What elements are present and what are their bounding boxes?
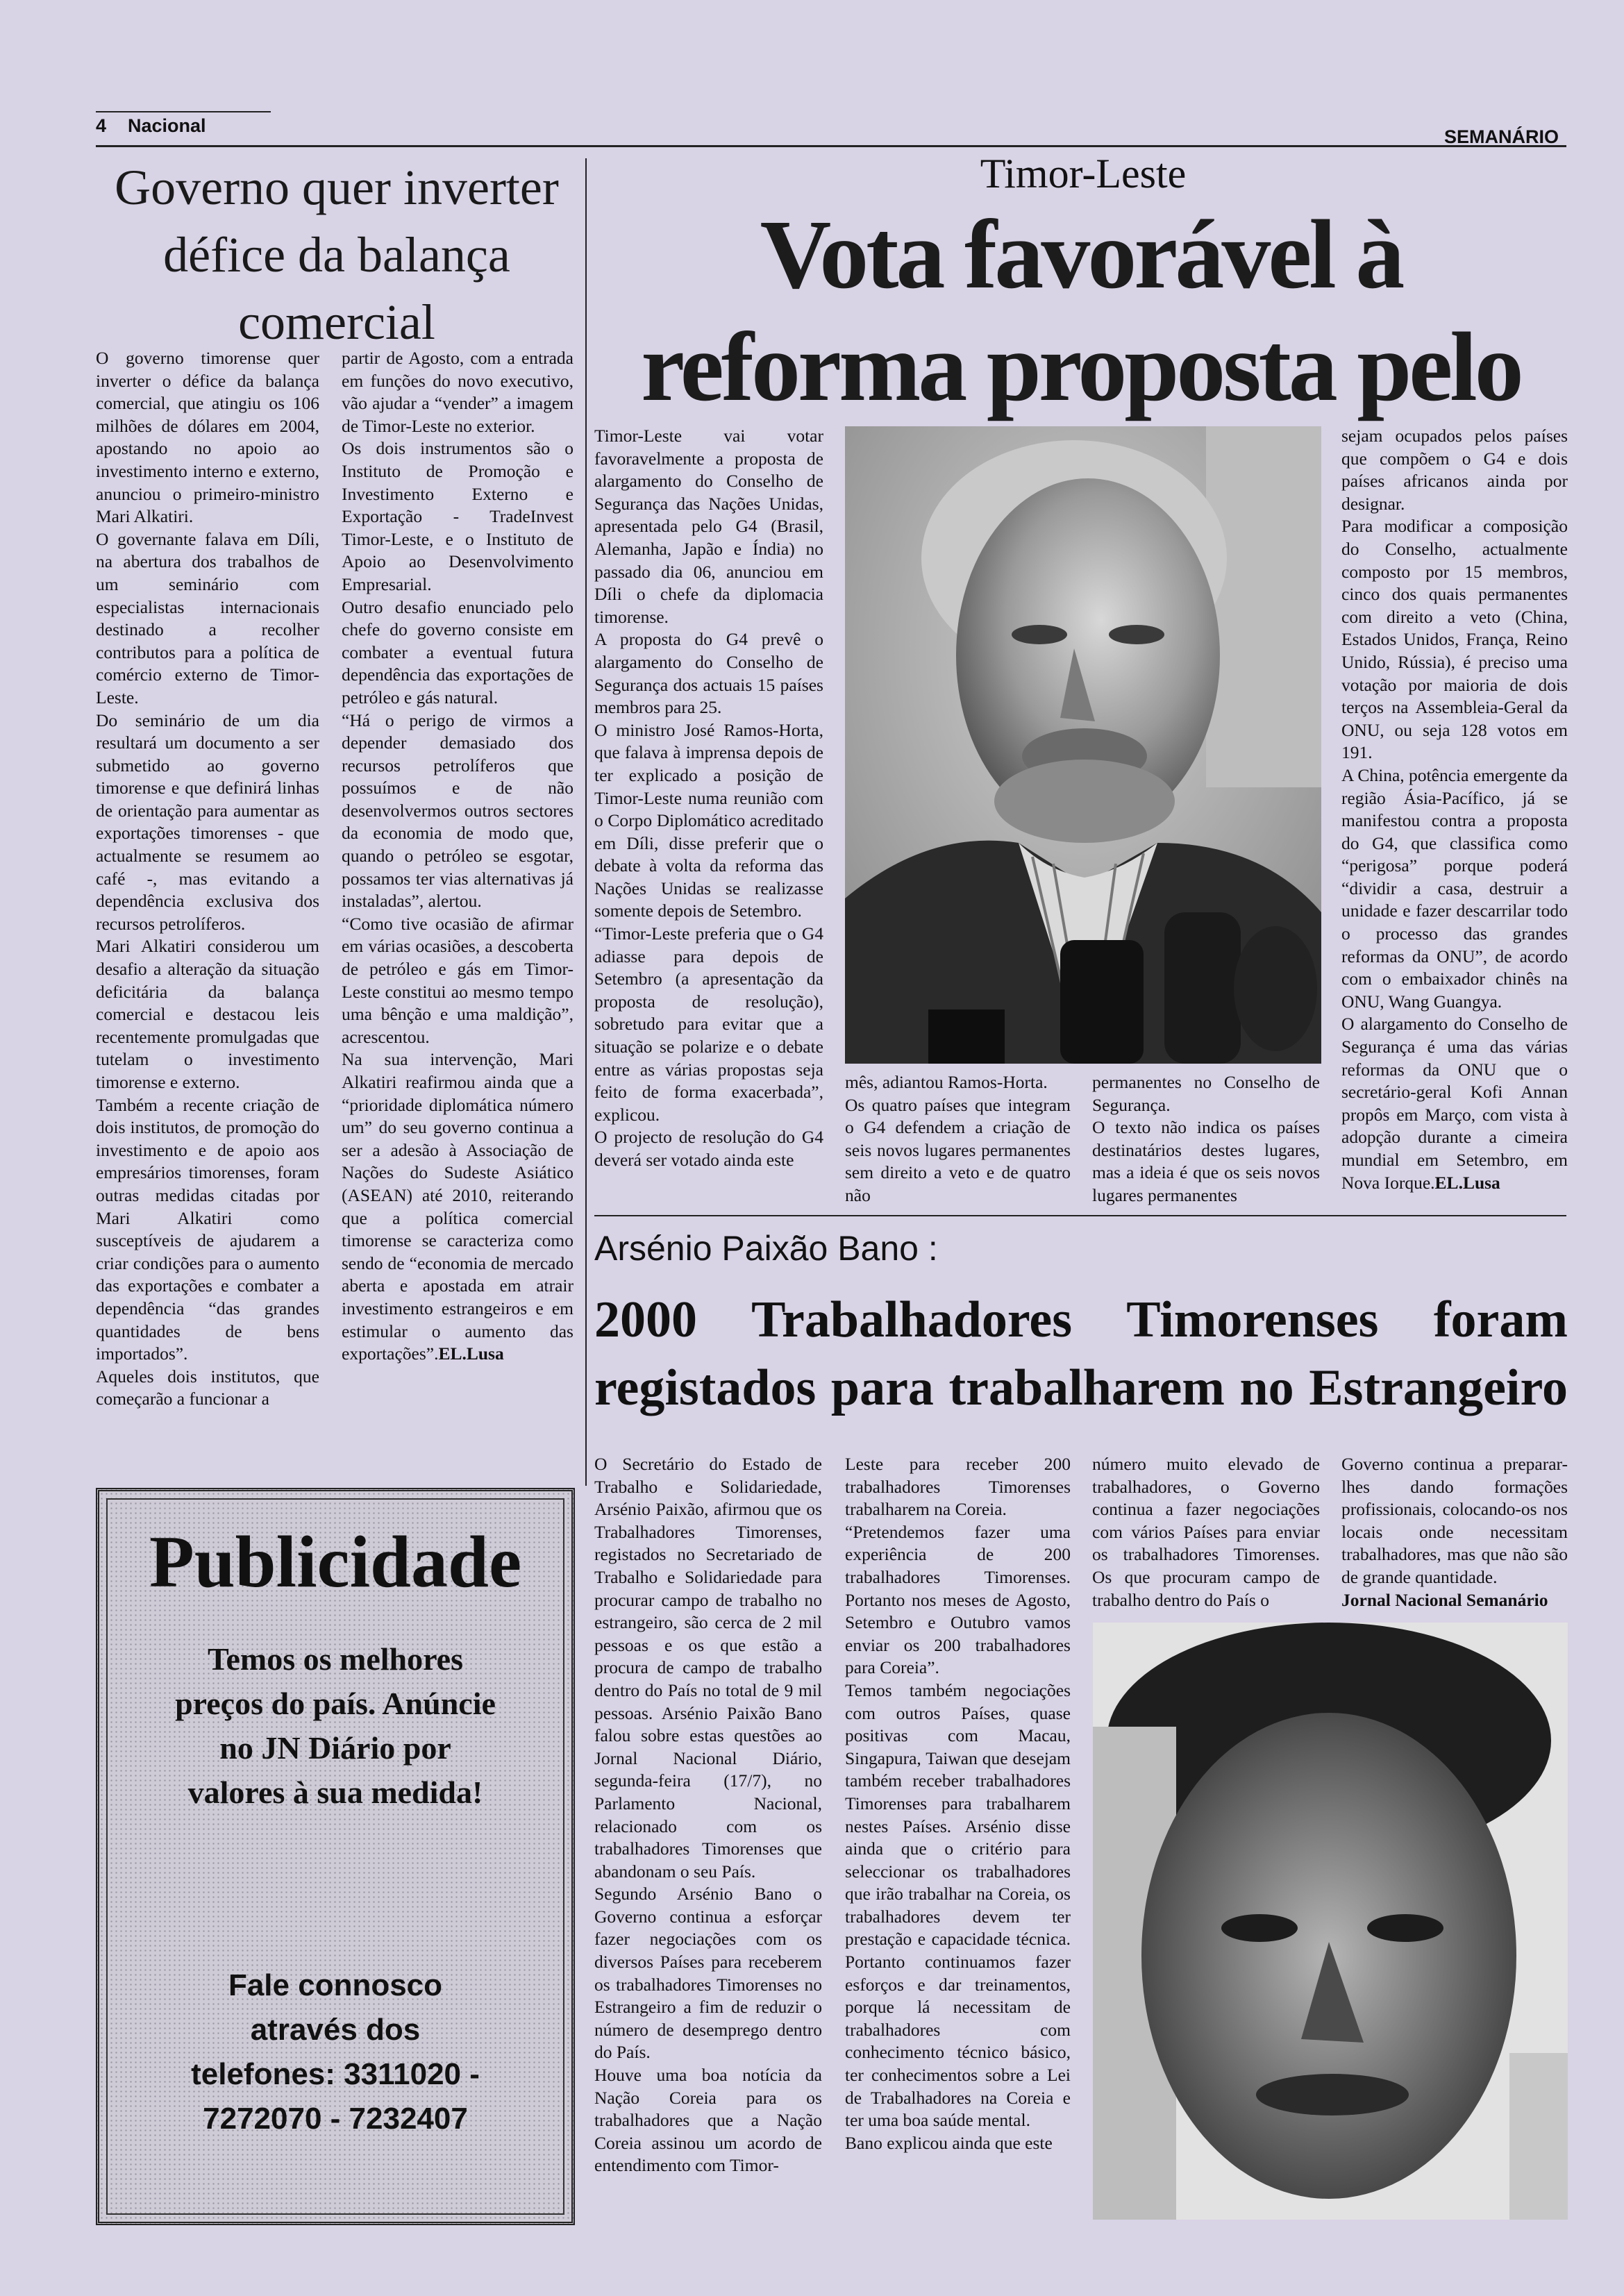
paragraph: Mari Alkatiri considerou um desafio a alteração da situação deficitária da balança comercial e destacou leis recentemente promulgadas que tutelam o investimento timorense e externo. — [96, 936, 319, 1092]
ramos-horta-photo — [845, 426, 1321, 1064]
paragraph: Os quatro países que integram o G4 defendem a criação de seis novos lugares permanentes sem direito a veto e de quatro não — [845, 1094, 1071, 1205]
paragraph: “Pretendemos fazer uma experiência de 200 trabalhadores Timorenses. Portanto nos meses de Agosto, Setembro e Outubro vamos enviar os 200 trabalhadores para Coreia”. — [845, 1521, 1071, 1678]
article3-headline: 2000 Trabalhadores Timorenses foram registados para trabalharem no Estrangeiro — [594, 1291, 1568, 1416]
paragraph — [1341, 1013, 1568, 1194]
paragraph: Timor-Leste vai votar favoravelmente a proposta de alargamento do Conselho de Segurança das Nações Unidas, apresentada pelo G4 (Brasil, Alemanha, Japão e Índia) no passado dia 06, anunciou em Díli o chefe da diplomacia timorense. — [594, 426, 823, 627]
article2-column-3 — [1092, 1071, 1320, 1210]
article-separator — [594, 1215, 1566, 1216]
portrait-image — [1093, 1623, 1568, 2220]
paragraph: Bano explicou ainda que este — [845, 2132, 1053, 2153]
paragraph-text: Na sua intervenção, Mari Alkatiri reafirmou ainda que a “prioridade diplomática número um” do seu governo continua a ser a adesão à Associação de Nações do Sudeste Asiático (ASEAN) até 2010, reiterando que a política comercial timorense se caracteriza como sendo de “economia de mercado aberta e apostada em atrair investimento estrangeiros e em estimular o aumento das exportações”. — [342, 1049, 574, 1364]
paragraph: Segundo Arsénio Bano o Governo continua a esforçar fazer negociações com os diversos Países para receberem os trabalhadores Timorenses no Estrangeiro a fim de reduzir o número de desemprego dentro do País. — [594, 1884, 822, 2063]
article2-column-1 — [594, 425, 823, 1209]
paragraph: Leste para receber 200 trabalhadores Timorenses trabalharem na Coreia. — [845, 1454, 1071, 1520]
ad-contact: Fale connosco através dos telefones: 3311020 - 7272070 - 7232407 — [191, 1968, 480, 2136]
article3-kicker: Arsénio Paixão Bano : — [594, 1229, 938, 1268]
paragraph: partir de Agosto, com a entrada em funções do novo executivo, vão ajudar a “vender” a imagem de Timor-Leste no exterior. — [342, 348, 574, 436]
paragraph: número muito elevado de trabalhadores, o Governo continua a fazer negociações com vários Países para enviar os trabalhadores Timorenses. Os que procuram campo de trabalho dentro do País o — [1092, 1454, 1320, 1610]
article1-headline: Governo quer inverter défice da balança comercial — [115, 160, 559, 350]
paragraph: A proposta do G4 prevê o alargamento do Conselho de Segurança dos actuais 15 países membros para 25. — [594, 629, 823, 718]
article1-column-1 — [96, 347, 319, 1487]
article1-column-2 — [342, 347, 574, 1472]
section-label: Nacional — [128, 115, 206, 136]
article3-column-4 — [1341, 1453, 1568, 1620]
header-rule — [96, 145, 1566, 147]
paragraph: Outro desafio enunciado pelo chefe do governo consiste em combater a eventual futura dependência das exportações de petróleo e gás natural. — [342, 596, 574, 707]
article3-column-3 — [1092, 1453, 1320, 1620]
article1-signature: EL.Lusa — [438, 1343, 504, 1364]
paragraph: “Como tive ocasião de afirmar em várias ocasiões, a descoberta de petróleo e gás em Timor-Leste constitui ao mesmo tempo uma bênção e uma maldição”, acrescentou. — [342, 913, 574, 1047]
paragraph: A China, potência emergente da região Ásia-Pacífico, já se manifestou contra a proposta do G4, que classifica como “perigosa” porque poderá “dividir a casa, destruir a unidade e fazer descarrilar todo o processo das grandes reformas da ONU”, de acordo com o embaixador chinês na ONU, Wang Guangya. — [1341, 764, 1568, 1012]
paragraph: O ministro José Ramos-Horta, que falava à imprensa depois de ter explicado a posição de Timor-Leste numa reunião com o Corpo Diplomático acreditado em Díli, disse preferir que o debate à volta da reforma das Nações Unidas se realizasse somente depois de Setembro. — [594, 719, 823, 921]
paragraph: Do seminário de um dia resultará um documento a ser submetido ao governo timorense e que definirá linhas de orientação para aumentar as exportações timorenses - que actualmente se resumem ao café -, mas evitando a dependência exclusiva dos recursos petrolíferos. — [96, 710, 319, 934]
paragraph: sejam ocupados pelos países que compõem o G4 e dois países africanos ainda por designar. — [1341, 426, 1568, 514]
article2-kicker: Timor-Leste — [980, 151, 1187, 196]
publication-name: SEMANÁRIO — [1444, 126, 1559, 147]
article3-column-2 — [845, 1453, 1071, 2217]
article2-column-2 — [845, 1071, 1071, 1210]
paragraph: “Timor-Leste preferia que o G4 adiasse para depois de Setembro (a apresentação da proposta de resolução), sobretudo para evitar que a situação se polarize e o debate entre as várias propostas seja feito de forma exacerbada”, explicou. — [594, 923, 823, 1125]
paragraph: Também a recente criação de dois institutos, de promoção do investimento e de apoio aos empresários timorenses, foram outras medidas citadas por Mari Alkatiri como susceptíveis de ajudarem a criar condições para o aumento das exportações e combater a dependência “das grandes quantidades de bens importados”. — [96, 1094, 319, 1364]
paragraph: permanentes no Conselho de Segurança. — [1092, 1072, 1320, 1115]
paragraph: O Secretário do Estado de Trabalho e Solidariedade, Arsénio Paixão, afirmou que os Trabalhadores Timorenses, registados no Secretariado de Trabalho e Solidariedade para procurar campo de trabalho no estrangeiro, são cerca de 2 mil pessoas e os que estão a procura de campo de trabalho dentro do País no total de 9 mil pessoas. Arsénio Paixão Bano falou sobre estas questões ao Jornal Nacional Diário, segunda-feira (17/7), no Parlamento Nacional, relacionado com os trabalhadores Timorenses que abandonam o seu País. — [594, 1454, 822, 1882]
page-number: 4 — [96, 115, 107, 136]
article2-signature: EL.Lusa — [1434, 1172, 1500, 1193]
paragraph: Os dois instrumentos são o Instituto de Promoção e Investimento Externo e Exportação - TradeInvest Timor-Leste, e o Instituto de Apoio ao Desenvolvimento Empresarial. — [342, 438, 574, 594]
section-underline — [96, 111, 271, 112]
paragraph: Para modificar a composição do Conselho, actualmente composto por 15 membros, cinco dos quais permanentes com direito a veto (China, Estados Unidos, França, Reino Unido, Rússia), é preciso uma votação por maioria de dois terços na Assembleia-Geral da ONU, ou seja 128 votos em 191. — [1341, 516, 1568, 763]
paragraph — [342, 1048, 574, 1365]
ad-body: Temos os melhores preços do país. Anúncie no JN Diário por valores à sua medida! — [175, 1641, 496, 1810]
arsenio-bano-photo — [1093, 1623, 1568, 2220]
article3-column-1 — [594, 1453, 822, 2217]
article3-signature: Jornal Nacional Semanário — [1341, 1589, 1548, 1610]
portrait-image — [845, 426, 1321, 1064]
paragraph: O governo timorense quer inverter o défice da balança comercial, que atingiu os 106 milhões de dólares em 2004, apostando no apoio ao investimento interno e externo, anunciou o primeiro-ministro Mari Alkatiri. — [96, 348, 319, 527]
article2-column-4 — [1341, 425, 1568, 1213]
paragraph: Governo continua a preparar-lhes dando formações profissionais, colocando-os nos locais onde necessitam trabalhadores, mas que não são de grande quantidade. — [1341, 1454, 1568, 1587]
paragraph-text: O alargamento do Conselho de Segurança é uma das várias reformas da ONU que o secretário-geral Kofi Annan propôs em Março, com vista à adopção durante a cimeira mundial em Setembro, em Nova Iorque. — [1341, 1014, 1568, 1193]
paragraph: O projecto de resolução do G4 deverá ser votado ainda este — [594, 1127, 823, 1170]
article2-headline: Vota favorável à reforma proposta pelo — [641, 199, 1521, 421]
paragraph: Aqueles dois institutos, que começarão a funcionar a — [96, 1366, 319, 1409]
advertisement-box — [96, 1488, 575, 2225]
paragraph: mês, adiantou Ramos-Horta. — [845, 1072, 1048, 1092]
paragraph: O governante falava em Díli, na abertura dos trabalhos de um seminário com especialistas internacionais destinado a recolher contributos para a política de comércio externo de Timor-Leste. — [96, 528, 319, 707]
ad-title: Publicidade — [149, 1521, 521, 1602]
paragraph: “Há o perigo de virmos a depender demasiado dos recursos petrolíferos que possuímos e de não desenvolvermos outros sectores da economia de modo que, quando o petróleo se esgotar, possamos ter vias alternativas já instaladas”, alertou. — [342, 710, 574, 912]
paragraph: Houve uma boa notícia da Nação Coreia para os trabalhadores que a Nação Coreia assinou um acordo de entendimento com Timor- — [594, 2065, 822, 2176]
column-divider — [585, 158, 587, 1486]
paragraph: Temos também negociações com outros Países, quase positivas com Macau, Singapura, Taiwan que desejam também receber trabalhadores Timorenses para trabalharem nestes Países. Arsénio disse ainda que o critério para seleccionar os trabalhadores que irão trabalhar na Coreia, os trabalhadores devem ter prestação e capacidade técnica. Portanto continuamos fazer esforços e dar treinamentos, porque lá necessitam de trabalhadores com conhecimento técnico básico, ter conhecimentos sobre a Lei de Trabalhadores na Coreia e ter uma boa saúde mental. — [845, 1679, 1071, 2131]
paragraph: O texto não indica os países destinatários destes lugares, mas a ideia é que os seis novos lugares permanentes — [1092, 1117, 1320, 1205]
